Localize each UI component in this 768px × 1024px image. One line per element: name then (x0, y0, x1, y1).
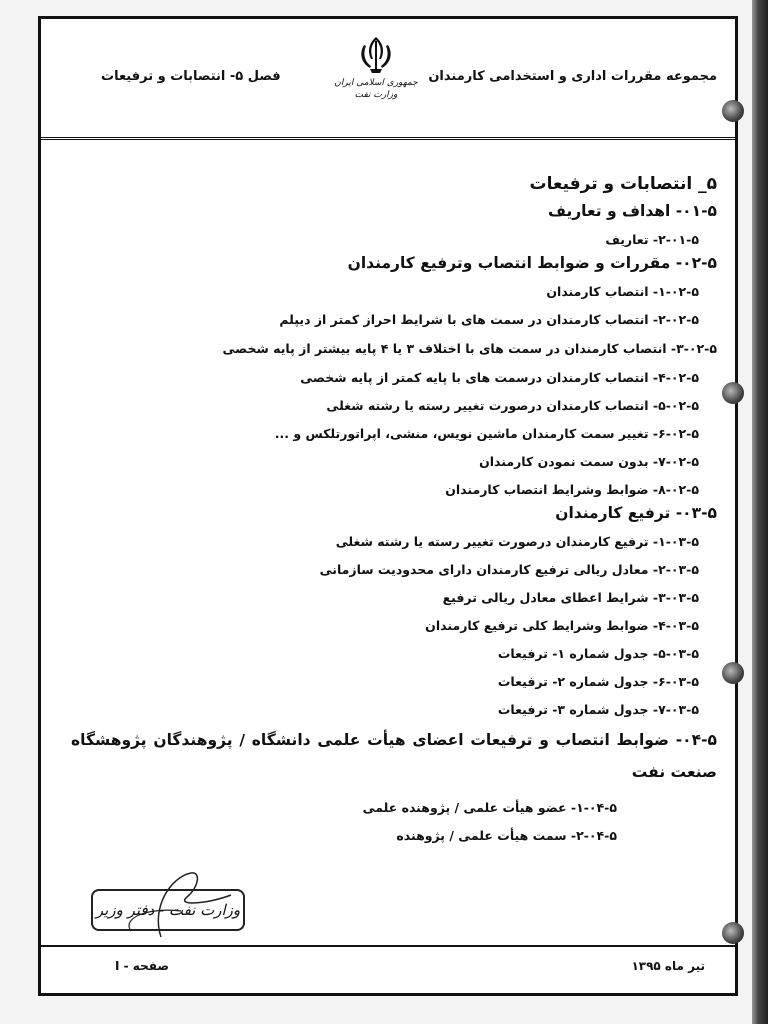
toc-item: ۲-۰۴-۵- سمت هیأت علمی / پژوهنده (396, 828, 617, 843)
toc-section-heading: ۰۱-۵- اهداف و تعاریف (547, 202, 717, 220)
toc-item: ۲-۰۱-۵- تعاریف (605, 232, 699, 247)
toc-item: ۱-۰۴-۵- عضو هیأت علمی / پژوهنده علمی (362, 800, 617, 815)
toc-item: ۳-۰۳-۵- شرایط اعطای معادل ریالی ترفیع (442, 590, 699, 605)
signature-stamp (91, 867, 251, 945)
toc-item: ۷-۰۲-۵- بدون سمت نمودن کارمندان (479, 454, 699, 469)
ministry-stamp-text: وزارت نفت - دفتر وزیر (91, 889, 245, 931)
chapter-title: فصل ۵- انتصابات و ترفیعات (101, 69, 281, 84)
toc-item: ۲-۰۲-۵- انتصاب کارمندان در سمت های با شرایط احراز کمتر از دیپلم (279, 312, 699, 327)
toc-item: ۱-۰۳-۵- ترفیع کارمندان درصورت تغییر رسته یا رشته شغلی (335, 534, 699, 549)
toc-item: ۸-۰۲-۵- ضوابط وشرایط انتصاب کارمندان (445, 482, 699, 497)
page-number: صفحه - I (115, 959, 169, 973)
emblem-caption-ministry: وزارت نفت (354, 90, 398, 100)
toc-item: ۵-۰۲-۵- انتصاب کارمندان درصورت تغییر رسته یا رشته شغلی (326, 398, 699, 413)
footer-date: تیر ماه ۱۳۹۵ (631, 959, 705, 973)
page-header (41, 19, 735, 140)
emblem-caption-republic: جمهوری اسلامی ایران (334, 78, 418, 88)
toc-section-heading: ۰۲-۵- مقررات و ضوابط انتصاب وترفیع کارمندان (347, 254, 717, 272)
collection-title: مجموعه مقررات اداری و استخدامی کارمندان (428, 69, 717, 84)
toc-item: ۶-۰۲-۵- تغییر سمت کارمندان ماشین نویس، منشی، اپراتورتلکس و ... (274, 426, 699, 441)
toc-item: ۴-۰۲-۵- انتصاب کارمندان درسمت های با پایه کمتر از پایه شخصی (300, 370, 699, 385)
toc-item: ۶-۰۳-۵- جدول شماره ۲- ترفیعات (497, 674, 699, 689)
page-footer (41, 945, 735, 993)
toc-item: ۱-۰۲-۵- انتصاب کارمندان (546, 284, 699, 299)
toc-section-heading: ۰۴-۵- ضوابط انتصاب و ترفیعات اعضای هیأت علمی دانشگاه / پژوهندگان پژوهشگاه صنعت نفت (71, 731, 717, 781)
binder-hole-icon (722, 100, 744, 122)
toc-item: ۴-۰۳-۵- ضوابط وشرایط کلی ترفیع کارمندان (425, 618, 699, 633)
iran-emblem (331, 33, 421, 101)
emblem-icon (355, 33, 397, 77)
toc-item: ۷-۰۳-۵- جدول شماره ۳- ترفیعات (497, 702, 699, 717)
toc-item: ۲-۰۳-۵- معادل ریالی ترفیع کارمندان دارای محدودیت سازمانی (319, 562, 699, 577)
document-page (38, 16, 738, 996)
toc-section-heading: ۰۳-۵- ترفیع کارمندان (555, 504, 717, 522)
toc-item: ۵-۰۳-۵- جدول شماره ۱- ترفیعات (497, 646, 699, 661)
binder-hole-icon (722, 382, 744, 404)
toc-title: ۵_ انتصابات و ترفیعات (529, 174, 717, 194)
binder-hole-icon (722, 662, 744, 684)
table-of-contents (71, 174, 717, 850)
binder-edge (752, 0, 768, 1024)
binder-hole-icon (722, 922, 744, 944)
toc-item: ۳-۰۲-۵- انتصاب کارمندان در سمت های با اختلاف ۳ یا ۴ پایه بیشتر از پایه شخصی (222, 341, 717, 356)
